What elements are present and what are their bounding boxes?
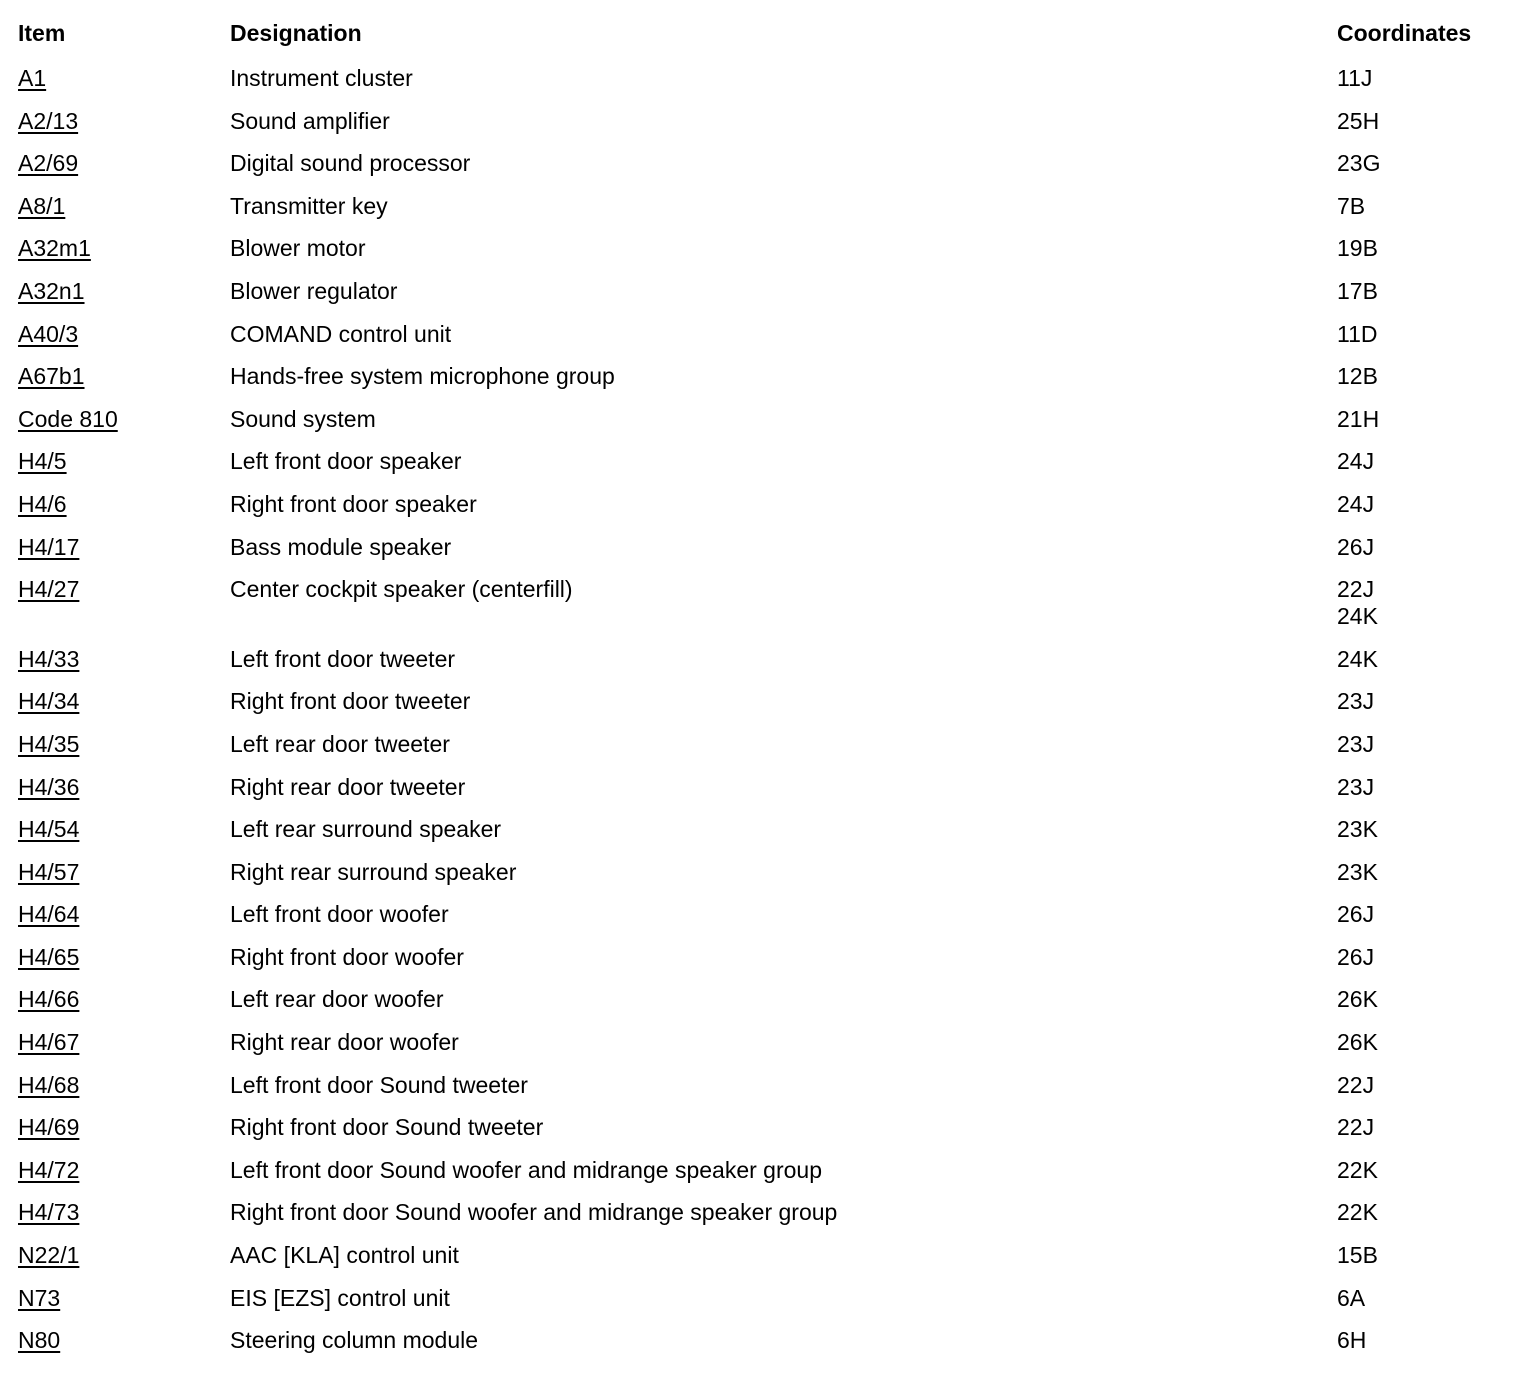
coordinate-value: 26K — [1337, 1029, 1378, 1056]
coordinates-cell — [1337, 569, 1508, 639]
coordinate-value: 6H — [1337, 1327, 1367, 1354]
header-designation: Designation — [230, 20, 362, 46]
coordinates-cell — [1337, 271, 1508, 314]
table-row — [18, 1150, 1508, 1193]
coordinates-cell — [1337, 937, 1508, 980]
designation-cell: Right front door speaker — [230, 490, 477, 517]
coordinate-value: 24K — [1337, 603, 1378, 630]
item-cell — [18, 569, 230, 639]
coordinates-cell — [1337, 1278, 1508, 1321]
item-cell — [18, 724, 230, 767]
item-link[interactable]: H4/5 — [18, 448, 67, 475]
item-cell — [18, 894, 230, 937]
coordinate-value: 22J — [1337, 1114, 1375, 1141]
item-link[interactable]: N80 — [18, 1327, 61, 1354]
designation-cell: Transmitter key — [230, 192, 388, 219]
coordinate-value: 7B — [1337, 192, 1366, 219]
designation-cell: Steering column module — [230, 1327, 479, 1354]
designation-cell: Right front door woofer — [230, 943, 464, 970]
table-row — [18, 852, 1508, 895]
table-row — [18, 356, 1508, 399]
table-row — [18, 1065, 1508, 1108]
table-row — [18, 527, 1508, 570]
designation-cell: Left front door Sound tweeter — [230, 1071, 528, 1098]
table-row — [18, 1235, 1508, 1278]
coordinates-cell — [1337, 101, 1508, 144]
coordinates-cell — [1337, 143, 1508, 186]
table-row — [18, 1107, 1508, 1150]
item-link[interactable]: A32n1 — [18, 277, 85, 304]
coordinate-value: 23J — [1337, 773, 1375, 800]
item-cell — [18, 314, 230, 357]
table-row — [18, 271, 1508, 314]
table-row — [18, 724, 1508, 767]
designation-cell: EIS [EZS] control unit — [230, 1284, 450, 1311]
item-link[interactable]: H4/36 — [18, 773, 80, 800]
coordinate-value: 23J — [1337, 688, 1375, 715]
table-row — [18, 809, 1508, 852]
table-row — [18, 101, 1508, 144]
item-link[interactable]: H4/67 — [18, 1029, 80, 1056]
item-link[interactable]: A1 — [18, 65, 47, 91]
component-legend-table — [18, 16, 1508, 1363]
designation-cell: Left front door tweeter — [230, 645, 456, 672]
item-cell — [18, 228, 230, 271]
item-cell — [18, 1065, 230, 1108]
coordinate-value: 15B — [1337, 1242, 1378, 1269]
item-link[interactable]: H4/69 — [18, 1114, 80, 1141]
item-link[interactable]: A32m1 — [18, 235, 91, 262]
item-link[interactable]: H4/33 — [18, 645, 80, 672]
coordinate-value: 21H — [1337, 405, 1380, 432]
item-link[interactable]: H4/27 — [18, 576, 80, 603]
item-cell — [18, 58, 230, 101]
coordinates-cell — [1337, 1065, 1508, 1108]
designation-cell: Left front door woofer — [230, 901, 449, 928]
coordinate-value: 11D — [1337, 320, 1378, 347]
table-row — [18, 228, 1508, 271]
designation-cell: Right rear surround speaker — [230, 858, 517, 885]
item-link[interactable]: H4/34 — [18, 688, 80, 715]
designation-cell: Bass module speaker — [230, 533, 452, 560]
item-link[interactable]: A2/13 — [18, 107, 79, 134]
designation-cell: Left rear door tweeter — [230, 730, 450, 757]
coordinate-value: 22J — [1337, 1071, 1375, 1098]
coordinate-value: 11J — [1337, 65, 1373, 91]
coordinates-cell — [1337, 441, 1508, 484]
coordinate-value: 23G — [1337, 150, 1381, 177]
item-cell — [18, 681, 230, 724]
coordinate-value: 26J — [1337, 943, 1375, 970]
coordinate-value: 22J — [1337, 576, 1375, 603]
table-row — [18, 143, 1508, 186]
table-row — [18, 979, 1508, 1022]
table-row — [18, 186, 1508, 229]
designation-cell: Right front door Sound woofer and midrange speaker group — [230, 1199, 838, 1226]
coordinate-value: 23K — [1337, 858, 1378, 885]
table-row — [18, 1320, 1508, 1363]
coordinates-cell — [1337, 58, 1508, 101]
item-link[interactable]: A40/3 — [18, 320, 79, 347]
header-item: Item — [18, 20, 66, 46]
coordinates-cell — [1337, 1107, 1508, 1150]
coordinate-value: 12B — [1337, 363, 1378, 390]
coordinate-value: 24J — [1337, 448, 1375, 475]
table-row — [18, 937, 1508, 980]
coordinates-cell — [1337, 979, 1508, 1022]
table-row — [18, 314, 1508, 357]
coordinates-cell — [1337, 767, 1508, 810]
designation-cell: Sound amplifier — [230, 107, 390, 134]
designation-cell: Right front door Sound tweeter — [230, 1114, 544, 1141]
coordinates-cell — [1337, 527, 1508, 570]
table-row — [18, 399, 1508, 442]
designation-cell: AAC [KLA] control unit — [230, 1242, 459, 1269]
item-cell — [18, 809, 230, 852]
item-link[interactable]: H4/65 — [18, 943, 80, 970]
coordinate-value: 23J — [1337, 730, 1375, 757]
table-row — [18, 484, 1508, 527]
coordinates-cell — [1337, 852, 1508, 895]
table-row — [18, 767, 1508, 810]
item-link[interactable]: N73 — [18, 1284, 61, 1311]
item-link[interactable]: H4/68 — [18, 1071, 80, 1098]
table-row — [18, 58, 1508, 101]
designation-cell: Digital sound processor — [230, 150, 471, 177]
coordinates-cell — [1337, 1192, 1508, 1235]
table-row — [18, 1022, 1508, 1065]
coordinates-cell — [1337, 894, 1508, 937]
table-row — [18, 894, 1508, 937]
table-row — [18, 639, 1508, 682]
item-cell — [18, 356, 230, 399]
item-link[interactable]: H4/35 — [18, 730, 80, 757]
item-cell — [18, 767, 230, 810]
item-cell — [18, 399, 230, 442]
coordinates-cell — [1337, 1320, 1508, 1363]
item-cell — [18, 1235, 230, 1278]
item-cell — [18, 101, 230, 144]
coordinates-cell — [1337, 484, 1508, 527]
item-cell — [18, 852, 230, 895]
item-link[interactable]: H4/64 — [18, 901, 80, 928]
item-link[interactable]: H4/73 — [18, 1199, 80, 1226]
item-link[interactable]: H4/72 — [18, 1156, 80, 1183]
item-link[interactable]: A8/1 — [18, 192, 66, 219]
designation-cell: Right front door tweeter — [230, 688, 471, 715]
coordinates-cell — [1337, 186, 1508, 229]
table-row — [18, 569, 1508, 639]
item-link[interactable]: H4/17 — [18, 533, 80, 560]
item-link[interactable]: H4/6 — [18, 490, 67, 517]
coordinates-cell — [1337, 809, 1508, 852]
legend-body — [18, 58, 1508, 1363]
item-link[interactable]: A67b1 — [18, 363, 85, 390]
item-link[interactable]: A2/69 — [18, 150, 79, 177]
header-row — [18, 16, 1508, 58]
item-cell — [18, 979, 230, 1022]
coordinates-cell — [1337, 356, 1508, 399]
item-cell — [18, 937, 230, 980]
coordinates-cell — [1337, 724, 1508, 767]
table-row — [18, 1278, 1508, 1321]
designation-cell: Instrument cluster — [230, 65, 413, 91]
coordinate-value: 6A — [1337, 1284, 1366, 1311]
item-link[interactable]: H4/57 — [18, 858, 80, 885]
item-cell — [18, 527, 230, 570]
coordinates-cell — [1337, 1022, 1508, 1065]
item-cell — [18, 1150, 230, 1193]
designation-cell: Right rear door woofer — [230, 1029, 459, 1056]
designation-cell: Left front door speaker — [230, 448, 462, 475]
coordinate-value: 26K — [1337, 986, 1378, 1013]
coordinate-value: 23K — [1337, 816, 1378, 843]
item-cell — [18, 143, 230, 186]
coordinate-value: 24K — [1337, 645, 1378, 672]
designation-cell: Center cockpit speaker (centerfill) — [230, 576, 573, 603]
item-cell — [18, 1320, 230, 1363]
coordinate-value: 19B — [1337, 235, 1378, 262]
coordinate-value: 22K — [1337, 1199, 1378, 1226]
table-row — [18, 441, 1508, 484]
coordinates-cell — [1337, 314, 1508, 357]
item-cell — [18, 1192, 230, 1235]
table-row — [18, 681, 1508, 724]
item-cell — [18, 271, 230, 314]
coordinates-cell — [1337, 681, 1508, 724]
item-cell — [18, 1107, 230, 1150]
coordinate-value: 22K — [1337, 1156, 1378, 1183]
coordinate-value: 26J — [1337, 901, 1375, 928]
coordinate-value: 24J — [1337, 490, 1375, 517]
designation-cell: Left rear door woofer — [230, 986, 444, 1013]
designation-cell: Hands-free system microphone group — [230, 363, 615, 390]
coordinates-cell — [1337, 639, 1508, 682]
designation-cell: Right rear door tweeter — [230, 773, 466, 800]
item-link[interactable]: N22/1 — [18, 1242, 80, 1269]
designation-cell: Sound system — [230, 405, 376, 432]
item-link[interactable]: H4/54 — [18, 816, 80, 843]
item-cell — [18, 1022, 230, 1065]
item-link[interactable]: Code 810 — [18, 405, 118, 432]
coordinates-cell — [1337, 399, 1508, 442]
coordinate-value: 17B — [1337, 277, 1378, 304]
designation-cell: Left rear surround speaker — [230, 816, 502, 843]
item-link[interactable]: H4/66 — [18, 986, 80, 1013]
item-cell — [18, 639, 230, 682]
item-cell — [18, 1278, 230, 1321]
designation-cell: Blower regulator — [230, 277, 398, 304]
coordinate-value: 26J — [1337, 533, 1375, 560]
coordinates-cell — [1337, 1235, 1508, 1278]
designation-cell: Blower motor — [230, 235, 366, 262]
coordinate-value: 25H — [1337, 107, 1380, 134]
item-cell — [18, 484, 230, 527]
header-coordinates: Coordinates — [1337, 20, 1472, 46]
coordinates-cell — [1337, 1150, 1508, 1193]
item-cell — [18, 441, 230, 484]
coordinates-cell — [1337, 228, 1508, 271]
designation-cell: Left front door Sound woofer and midrange speaker group — [230, 1156, 822, 1183]
item-cell — [18, 186, 230, 229]
table-row — [18, 1192, 1508, 1235]
designation-cell: COMAND control unit — [230, 320, 452, 347]
